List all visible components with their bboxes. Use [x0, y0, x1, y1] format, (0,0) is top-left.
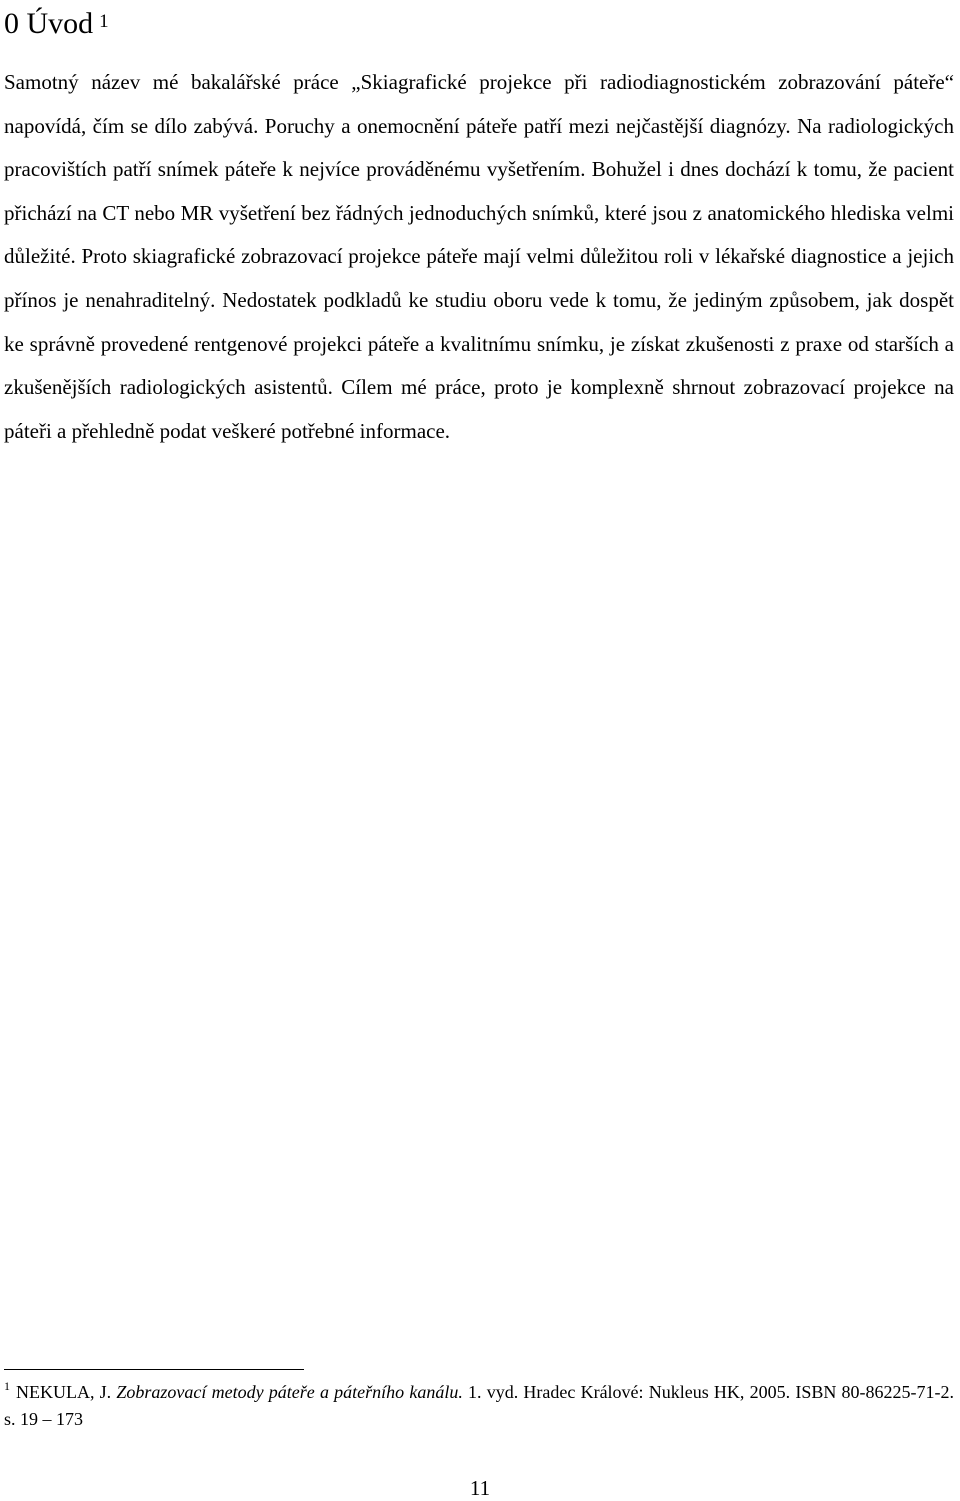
footnote	[4, 1380, 954, 1432]
footnote-divider	[4, 1369, 304, 1370]
intro-paragraph: Samotný název mé bakalářské práce „Skiagrafické projekce při radiodiagnostickém zobrazování páteře“ napovídá, čím se dílo zabývá. Poruchy a onemocnění páteře patří mezi nejčastější diagnózy. Na radiologických pracovištích patří snímek páteře k nejvíce prováděnému vyšetřením. Bohužel i dnes dochází k tomu, že pacient přichází na CT nebo MR vyšetření bez řádných jednoduchých snímků, které jsou z anatomického hlediska velmi důležité. Proto skiagrafické zobrazovací projekce páteře mají velmi důležitou roli v lékařské diagnostice a jejich přínos je nenahraditelný. Nedostatek podkladů ke studiu oboru vede k tomu, že jediným způsobem, jak dospět ke správně provedené rentgenové projekci páteře a kvalitnímu snímku, je získat zkušenosti z praxe od starších a zkušenějších radiologických asistentů. Cílem mé práce, proto je komplexně shrnout zobrazovací projekce na páteři a přehledně podat veškeré potřebné informace.	[4, 70, 954, 443]
footnote-details: 1. vyd. Hradec Králové: Nukleus HK, 2005. ISBN 80-86225-71-2. s. 19 – 173	[4, 1382, 955, 1429]
footnote-title: Zobrazovací metody páteře a páteřního kanálu.	[116, 1382, 463, 1402]
chapter-heading	[4, 0, 109, 52]
footnote-reference[interactable]: 1	[99, 11, 109, 32]
chapter-title: 0 Úvod	[4, 7, 94, 40]
footnote-mark: 1	[4, 1379, 10, 1393]
footnote-author: NEKULA, J.	[16, 1382, 112, 1402]
page-number: 11	[469, 1476, 491, 1500]
